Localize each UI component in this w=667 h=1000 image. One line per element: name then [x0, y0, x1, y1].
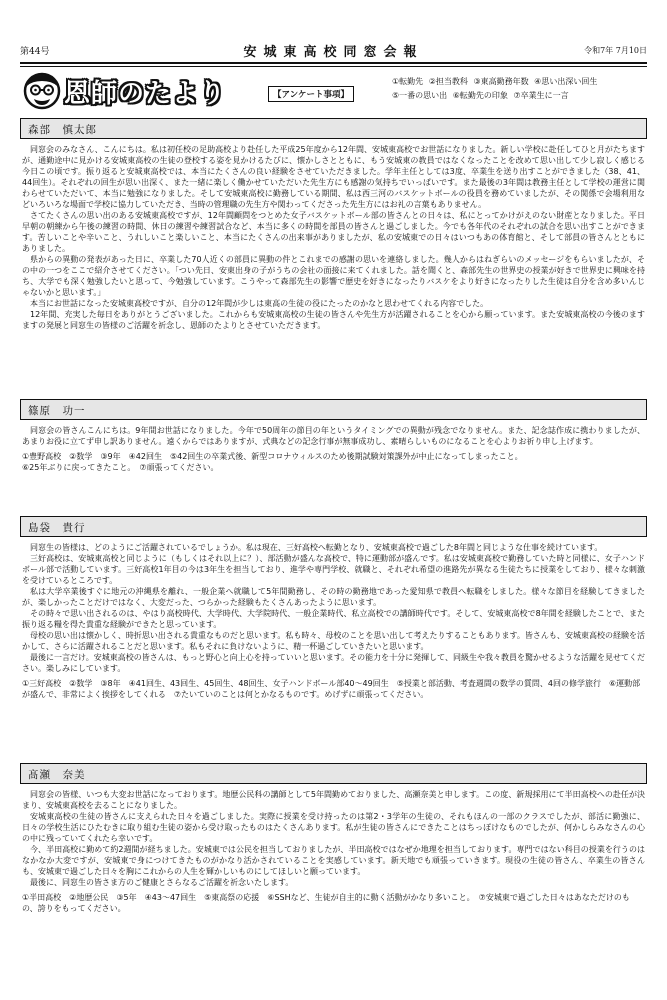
- answer-line: ⑥25年ぶりに戻ってきたこと。 ⑦頑張ってください。: [22, 463, 219, 472]
- letter-paragraph: 最後に、同窓生の皆さま方のご健康とさらなるご活躍を祈念いたします。: [30, 878, 294, 887]
- letter-paragraph: 県からの異動の発表があった日に、卒業した70人近くの部員に異動の件とこれまでの感謝の思いを連絡しました。幾人からはねぎらいのメッセージをもらいましたが、その中の一つをここで紹介させてください。「つい先日、安東出身の子がうちの会社の面接に来てくれました。話を聞くと、森部先生の世界史の授業が好きで世界史に興味を持ち、大学でも深く勉強したいと思って、今勉強しています。こうやって森部先生の影響で歴史を好きになったりバスケをより好きになったりした生徒は自分を含め多いんじゃないかと思います。」: [22, 255, 645, 297]
- question-item: ⑥転勤先の印象: [452, 91, 508, 100]
- header-rule-thick: [20, 62, 647, 64]
- questionnaire-answers: [20, 888, 647, 914]
- teacher-face-icon: [22, 72, 62, 110]
- question-item: ④思い出深い回生: [534, 77, 598, 86]
- question-item: ⑤一番の思い出: [392, 91, 448, 100]
- teacher-name: 森部 慎太郎: [20, 118, 647, 139]
- teacher-section: [20, 763, 647, 914]
- question-item: ③東高勤務年数: [473, 77, 529, 86]
- masthead: [20, 44, 647, 58]
- answer-line: ①三好高校 ②数学 ③8年 ④41回生、43回生、45回生、48回生、女子ハンドボール部40～49回生 ⑤授業と部活動、考査週間の数学の質問、4回の修学旅行 ⑥運動部が盛んで、非常によく挨拶をしてくれる ⑦たいていのことは何とかなるものです。めげずに頑張ってください。: [22, 679, 641, 699]
- letter-paragraph: 本当にお世話になった安城東高校ですが、自分の12年間が少しは東高の生徒の役にたったのかなと思わせてくれる内容でした。: [30, 299, 489, 308]
- question-item: ②担当教科: [428, 77, 468, 86]
- issue-date: 令和7年 7月10日: [584, 46, 647, 55]
- letter-body: [20, 784, 647, 888]
- question-item: ①転勤先: [392, 77, 424, 86]
- letter-paragraph: その時々で思い出されるのは、やはり高校時代、大学時代、大学院時代、一般企業時代、私立高校での講師時代です。そして、安城東高校で8年間を経験したことで、また振り返る糧を得た貴重な経験ができたと思っています。: [22, 609, 645, 629]
- letter-paragraph: 同窓生の皆様は、どのようにご活躍されているでしょうか。私は現在、三好高校へ転勤となり、安城東高校で過ごした8年間と同じような仕事を続けています。: [30, 543, 603, 552]
- letter-paragraph: 三好高校は、安城東高校と同じように（もしくはそれ以上に？）、部活動が盛んな高校で、特に運動部が盛んです。私は安城東高校で勤務していた時と同様に、女子ハンドボール部で活動しています。三好高校1年目の今は3年生を担当しており、進学や専門学校、就職と、それぞれ希望の進路先が異なる生徒たちに授業をしており、様々な刺激を受けているところです。: [22, 554, 645, 585]
- letter-paragraph: 同窓会の皆様、いつも大変お世話になっております。地歴公民科の講師として5年間勤めておりました、高瀬奈美と申します。この度、新規採用にて半田高校への赴任が決まり、安城東高校を去ることになりました。: [22, 790, 645, 810]
- letter-body: [20, 537, 647, 674]
- letter-paragraph: 私は大学卒業後すぐに地元の沖縄県を離れ、一般企業へ就職して5年間勤務し、その時の勤務地であった愛知県で教員へ転職をしました。様々な節目を経験してきましたが、楽しかったことだけではなく、大変だった、つらかった経験もたくさんあったように思います。: [22, 587, 645, 607]
- answer-line: ①半田高校 ②地歴公民 ③5年 ④43～47回生 ⑤東高祭の応援 ⑥SSHなど、生徒が自主的に動く活動がかなり多いこと。 ⑦安城東で過ごした日々はあなただけのもの、誇りをもってください。: [22, 893, 630, 913]
- letter-paragraph: 同窓会のみなさん、こんにちは。私は初任校の足助高校より赴任した平成25年度から12年間、安城東高校でお世話になりました。新しい学校に赴任してひと月がたちますが、通勤途中に見かける安城東高校の生徒の登校する姿を見かけるたびに、懐かしさとともに、もう安城東の教員ではなくなったことを改めて思い出して少し寂しく感じる今日この頃です。振り返ると安城東高校では、本当にたくさんの良い経験をさせていただきました。学年主任としては3度、卒業生を送り出すことができました（38、41、44回生）。それぞれの回生が思い出深く、また一緒に楽しく働かせていただいた先生方にも感謝の気持ちでいっぱいです。また最後の3年間は教務主任として学校の運営に関わらせていただいて、本当に勉強になりました。そして安城東高校に勤務している期間、私は西三河のバスケットボールの役員を務めていましたが、その関係で会場利用などいろいろな場面で学校に協力していただき、当時の管理職の先生方や関わってくださった先生方にはお礼の言葉もありません。: [22, 145, 645, 209]
- teacher-name: 髙瀬 奈美: [20, 763, 647, 784]
- issue-number: 第44号: [20, 47, 50, 57]
- letter-paragraph: 今、半田高校に勤めて約2週間が経ちました。安城東では公民を担当しておりましたが、半田高校ではなぜか地理を担当しております。専門ではない科目の授業を行うのはなかなか大変ですが、安城東で身につけてきたものがかなり活かされていることを実感しています。新天地でも頑張っていきます。現役の生徒の皆さん、卒業生の皆さんも、安城東で過ごした日々を胸にこれからの人生を輝かしいものにしてほしいと願っています。: [22, 845, 645, 876]
- letter-body: [20, 139, 647, 331]
- answer-line: ①豊野高校 ②数学 ③9年 ④42回生 ⑤42回生の卒業式後、新型コロナウィルスのため後期試験対策課外が中止になってしまったこと。: [22, 452, 523, 461]
- header-rule-thin: [20, 66, 647, 67]
- questionnaire-answers: [20, 674, 647, 700]
- letter-paragraph: さてたくさんの思い出のある安城東高校ですが、12年間顧問をつとめた女子バスケットボール部の皆さんとの日々は、私にとってかけがえのない財産となりました。平日早朝の朝練から午後の練習の時間、休日の練習や練習試合など、本当に多くの時間を部員の皆さんと過ごしました。今でも各年代のそれぞれの試合を思い出すことができます。苦しいことや辛いこと、うれしいこと楽しいこと、本当にたくさんの出来事がありましたが、私の安城東での日々はいつもあの体育館と、そして部員の皆さんとともにありました。: [22, 211, 645, 253]
- teacher-name: 島袋 貴行: [20, 516, 647, 537]
- teacher-section: [20, 118, 647, 331]
- question-item: ⑦卒業生に一言: [513, 91, 569, 100]
- question-legend: [392, 75, 647, 103]
- letter-body: [20, 420, 647, 447]
- questionnaire-answers: [20, 447, 647, 473]
- teacher-name: 篠原 功一: [20, 399, 647, 420]
- section-banner: [20, 70, 647, 112]
- letter-paragraph: 最後に一言だけ。安城東高校の皆さんは、もっと野心と向上心を持っていいと思います。その能力を十分に発揮して、同級生や我々教員を驚かせるような活躍を見せてください。楽しみにしています。: [22, 653, 645, 673]
- newsletter-title: 安城東高校同窓会報: [243, 45, 424, 60]
- teacher-section: [20, 516, 647, 700]
- teacher-section: [20, 399, 647, 473]
- banner-title: 恩師のたより: [64, 79, 227, 109]
- letter-paragraph: 12年間、充実した毎日をありがとうございました。これからも安城東高校の生徒の皆さんや先生方が活躍されることを心から願っています。また安城東高校の今後のますますの発展と同窓生の皆様のご活躍を祈念し、恩師のたよりとさせていただきます。: [22, 310, 645, 330]
- letter-paragraph: 安城東高校の生徒の皆さんに支えられた日々を過ごしました。実際に授業を受け持ったのは第2・3学年の生徒の、それもほんの一部のクラスでしたが、部活に勤強に、日々の学校生活にひたむきに取り組む生徒の姿から受け取ったものはたくさんあります。私が生徒の皆さんにできたことはちっぽけなものでしたが、何かしらみなさんの心の中に残っていてくれたら幸いです。: [22, 812, 645, 843]
- letter-paragraph: 同窓会の皆さんこんにちは。9年間お世話になりました。今年で50周年の節目の年というタイミングでの異動が残念でなりません。また、記念誌作成に携わりましたが、あまりお役に立てず申し訳ありません。遠くからではありますが、式典などの記念行事が無事成功し、素晴らしいものになることを心よりお祈り申し上げます。: [22, 426, 645, 446]
- letter-paragraph: 母校の思い出は懐かしく、時折思い出される貴重なものだと思います。私も時々、母校のことを思い出して考えたりすることもあります。皆さんも、安城東高校の経験を活かして、さらに活躍されることだと思います。私もそれに負けないように、精一杯過ごしていきたいと思います。: [22, 631, 645, 651]
- questionnaire-tag: 【アンケート事項】: [268, 86, 354, 102]
